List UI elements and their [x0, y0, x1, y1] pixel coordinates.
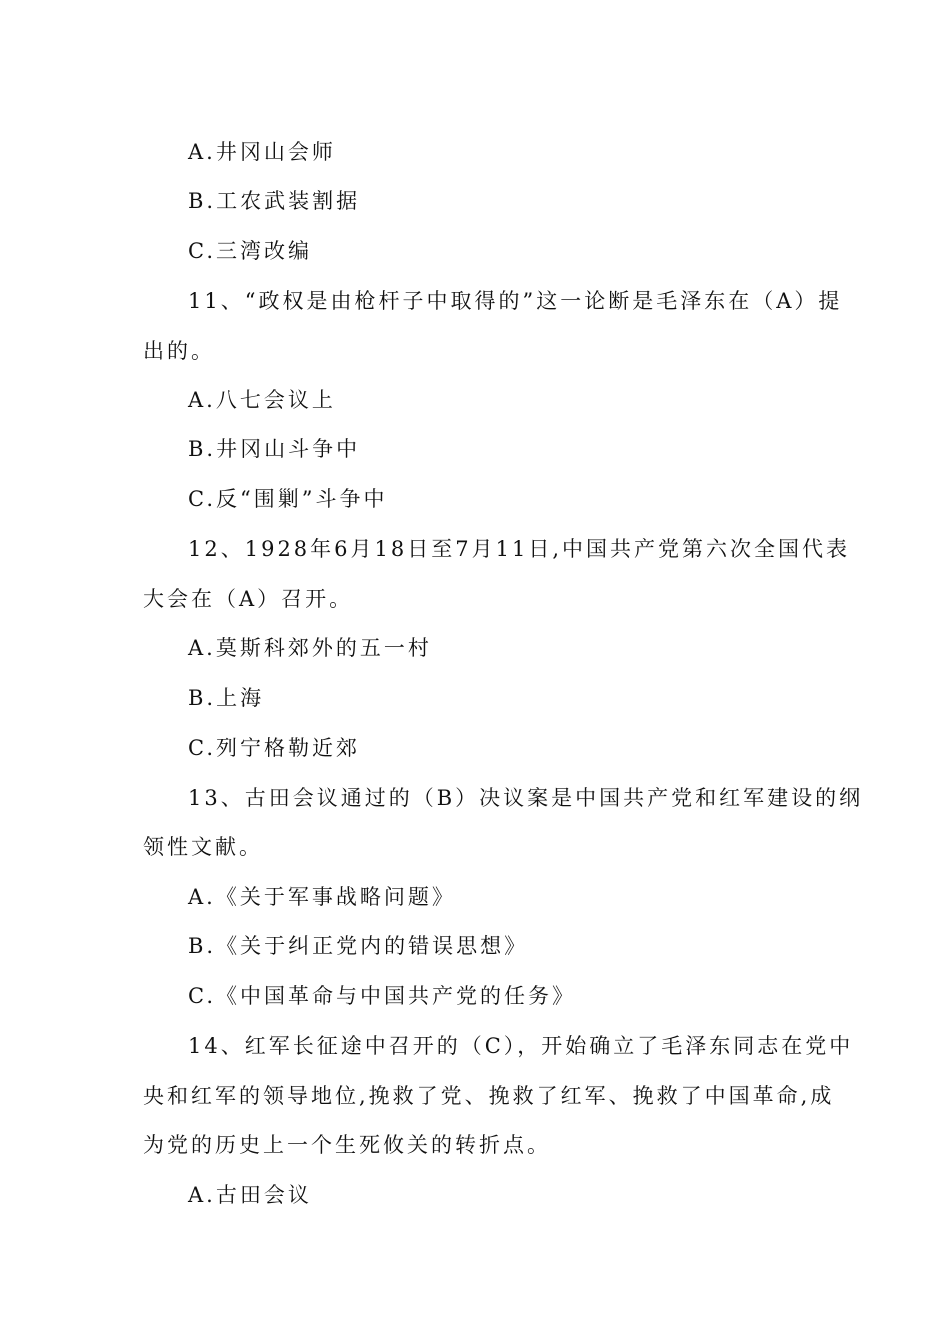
question-13-continuation: 领性文献。	[143, 835, 263, 859]
option-b-q12: B.上海	[188, 686, 265, 710]
option-a-q13: A.《关于军事战略问题》	[188, 885, 456, 909]
option-a-q14: A.古田会议	[188, 1183, 312, 1207]
option-c-q13: C.《中国革命与中国共产党的任务》	[188, 984, 576, 1008]
option-b-q11: B.井冈山斗争中	[188, 437, 361, 461]
question-12-continuation: 大会在（A）召开。	[143, 587, 354, 611]
option-b-q13: B.《关于纠正党内的错误思想》	[188, 934, 529, 958]
option-a-q11: A.八七会议上	[188, 388, 336, 412]
question-14-continuation-1: 央和红军的领导地位,挽救了党、挽救了红军、挽救了中国革命,成	[143, 1084, 835, 1108]
option-a-q12: A.莫斯科郊外的五一村	[188, 636, 432, 660]
question-11-continuation: 出的。	[143, 339, 215, 363]
option-a-q10: A.井冈山会师	[188, 140, 336, 164]
question-12: 12、1928年6月18日至7月11日,中国共产党第六次全国代表	[188, 537, 851, 561]
option-c-q10: C.三湾改编	[188, 239, 312, 263]
option-c-q12: C.列宁格勒近郊	[188, 736, 360, 760]
question-13: 13、古田会议通过的（B）决议案是中国共产党和红军建设的纲	[188, 786, 864, 810]
option-b-q10: B.工农武装割据	[188, 189, 361, 213]
question-11: 11、“政权是由枪杆子中取得的”这一论断是毛泽东在（A）提	[188, 289, 843, 313]
question-14-continuation-2: 为党的历史上一个生死攸关的转折点。	[143, 1133, 551, 1157]
question-14: 14、红军长征途中召开的（C），开始确立了毛泽东同志在党中	[188, 1034, 854, 1058]
option-c-q11: C.反“围剿”斗争中	[188, 487, 388, 511]
